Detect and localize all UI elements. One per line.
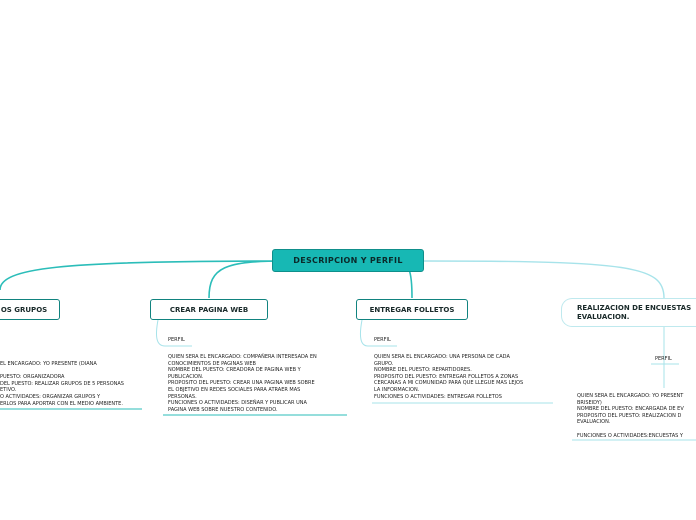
branch-line-encuestas (424, 261, 664, 298)
description-encuestas: QUIEN SERA EL ENCARGADO: YO PRESENT BRISEIDY) NOMBRE DEL PUESTO: ENCARGADA DE EV PROPOSITO DEL PUESTO: REALIZACION D EVALUACION. FUNCIONES O ACTIVIDADES:ENCUESTAS Y (577, 393, 684, 439)
root-node[interactable]: DESCRIPCION Y PERFIL (272, 249, 424, 272)
topic-organizar-grupos[interactable]: OS GRUPOS (0, 299, 60, 320)
description-grupos: EL ENCARGADO: YO PRESENTE (DIANA PUESTO: ORGANIZADORA DEL PUESTO: REALIZAR GRUPOS DE 5 PERSONAS ETIVO. O ACTIVIDADES: ORGANIZAR GRUPOS Y ERLOS PARA APORTAR CON EL MEDIO AMBIENTE. (0, 361, 124, 407)
topic-crear-pagina-web[interactable]: CREAR PAGINA WEB (150, 299, 268, 320)
perfil-label-folletos[interactable]: PERFIL (374, 337, 391, 343)
perfil-label-encuestas[interactable]: PERFIL (655, 356, 672, 362)
topic-realizacion-encuestas[interactable]: REALIZACION DE ENCUESTAS EVALUACION. (561, 298, 696, 327)
description-web: QUIEN SERA EL ENCARGADO: COMPAÑERA INTERESADA EN CONOCIMIENTOS DE PAGINAS WEB NOMBRE DEL PUESTO: CREADORA DE PAGINA WEB Y PUBLICACION. PROPOSITO DEL PUESTO: CREAR UNA PAGINA WEB SOBRE EL OBJETIVO EN REDES SOCIALES PARA ATRAER MAS PERSONAS. FUNCIONES O ACTIVIDADES: DISEÑAR Y PUBLICAR UNA PAGINA WEB SOBRE NUESTRO CONTENIDO. (168, 354, 317, 413)
topic-entregar-folletos[interactable]: ENTREGAR FOLLETOS (356, 299, 468, 320)
description-folletos: QUIEN SERA EL ENCARGADO: UNA PERSONA DE CADA GRUPO. NOMBRE DEL PUESTO: REPARTIDORES. PROPOSITO DEL PUESTO: ENTREGAR FOLLETOS A ZONAS CERCANAS A MI COMUNIDAD PARA QUE LLEGUE MAS LEJOS LA INFORMACION. FUNCIONES O ACTIVIDADES: ENTREGAR FOLLETOS (374, 354, 524, 400)
perfil-label-web[interactable]: PERFIL (168, 337, 185, 343)
